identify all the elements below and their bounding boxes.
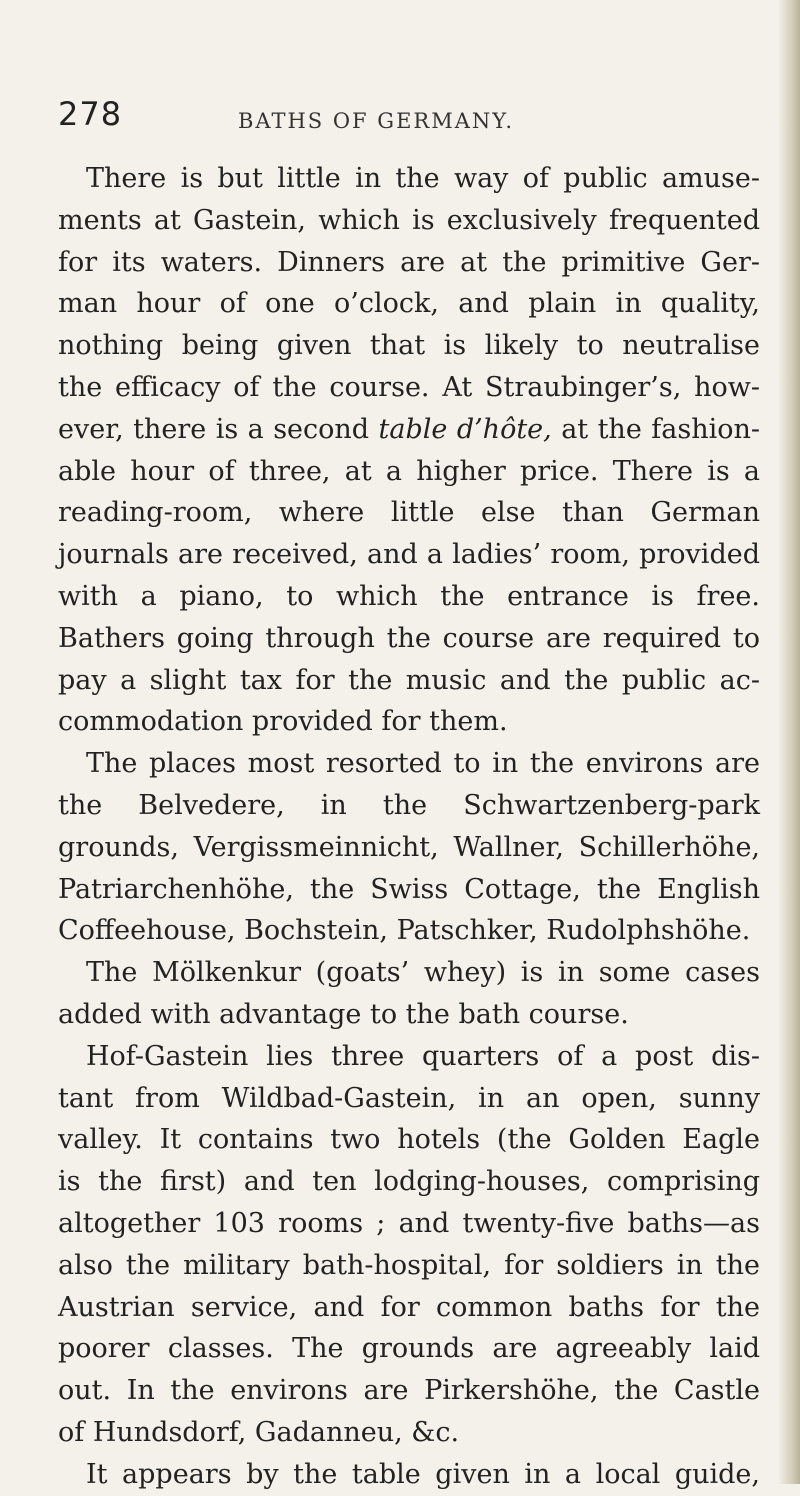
text-line: It appears by the table given in a local guide, (86, 1458, 760, 1490)
text-line: tant from Wildbad-Gastein, in an open, sunny (58, 1082, 760, 1114)
text-line: Bathers going through the course are required to (58, 622, 760, 654)
text-line: with a piano, to which the entrance is free. (58, 580, 760, 612)
text-line-with-italic (58, 409, 760, 451)
text-line: added with advantage to the bath course. (58, 998, 629, 1030)
text-line: Patriarchenhöhe, the Swiss Cottage, the English (58, 873, 760, 905)
text-line: The places most resorted to in the environs are (86, 748, 760, 780)
text-line: grounds, Vergissmeinnicht, Wallner, Schillerhöhe, (58, 831, 760, 863)
text-line: the Belvedere, in the Schwartzenberg-park (58, 789, 760, 821)
text-line: pay a slight tax for the music and the public ac- (58, 664, 760, 696)
text-line: valley. It contains two hotels (the Golden Eagle (58, 1124, 760, 1156)
body-text (58, 158, 760, 1496)
text-line: out. In the environs are Pirkershöhe, the Castle (58, 1375, 760, 1407)
text-line: ments at Gastein, which is exclusively frequented (58, 204, 760, 236)
text-line: Coffeehouse, Bochstein, Patschker, Rudolphshöhe. (58, 915, 751, 947)
text-line: The Mölkenkur (goats’ whey) is in some cases (86, 957, 760, 989)
text-line: altogether 103 rooms ; and twenty-five baths—as (58, 1207, 760, 1239)
text-line: Austrian service, and for common baths for the (58, 1291, 760, 1323)
text-line: poorer classes. The grounds are agreeably laid (58, 1333, 760, 1365)
text-line: able hour of three, at a higher price. There is a (58, 455, 760, 487)
text-line: man hour of one o’clock, and plain in quality, (58, 288, 760, 320)
text-line: reading-room, where little else than German (58, 497, 760, 529)
page-number: 278 (58, 95, 123, 133)
text-line: There is but little in the way of public amuse- (86, 163, 760, 194)
text-run: at the fashion- (551, 413, 760, 445)
text-run: ever, there is a second (58, 413, 379, 445)
text-line: the efficacy of the course. At Straubinger’s, how- (58, 371, 760, 403)
running-title: BATHS OF GERMANY. (238, 109, 515, 133)
page-edge-shadow (778, 0, 800, 1484)
text-line: of Hundsdorf, Gadanneu, &c. (58, 1416, 460, 1448)
text-line: Hof-Gastein lies three quarters of a post dis- (86, 1040, 760, 1072)
text-line: nothing being given that is likely to neutralise (58, 330, 760, 362)
text-line: commodation provided for them. (58, 706, 508, 738)
text-line: journals are received, and a ladies’ room, provided (58, 539, 760, 571)
text-line: is the first) and ten lodging-houses, comprising (58, 1166, 760, 1198)
italic-phrase: table d’hôte, (378, 413, 552, 445)
text-line: also the military bath-hospital, for soldiers in the (58, 1249, 760, 1281)
text-line: for its waters. Dinners are at the primitive Ger- (58, 246, 760, 278)
